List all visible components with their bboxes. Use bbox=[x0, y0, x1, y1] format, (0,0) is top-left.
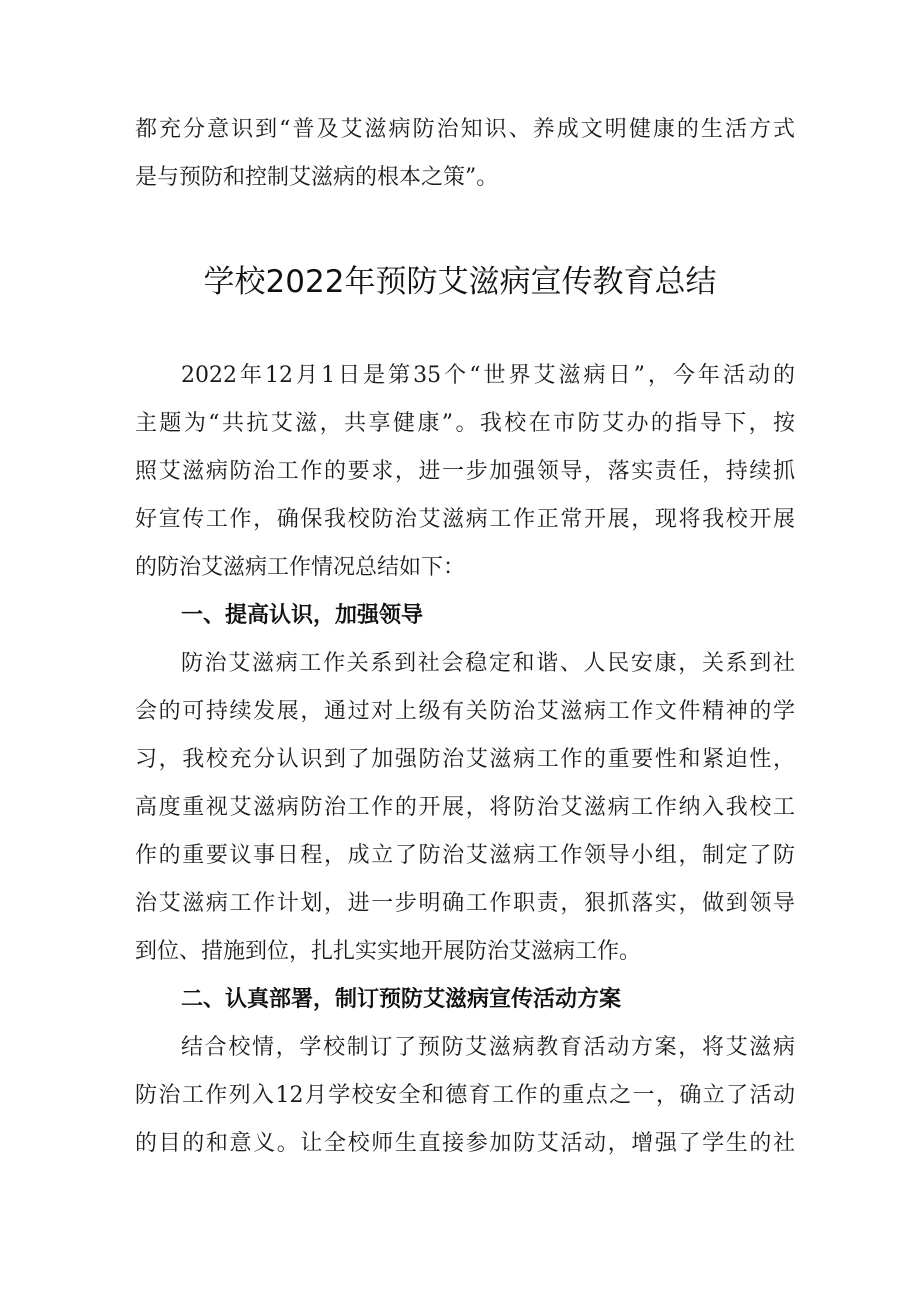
para2-line-6: 治艾滋病工作计划，进一步明确工作职责，狠抓落实，做到领导 bbox=[135, 891, 795, 916]
para2-line-1: 防治艾滋病工作关系到社会稳定和谐、人民安康，关系到社 bbox=[181, 651, 795, 676]
para2-line-2: 会的可持续发展，通过对上级有关防治艾滋病工作文件精神的学 bbox=[135, 699, 795, 724]
para2-line-5: 作的重要议事日程，成立了防治艾滋病工作领导小组，制定了防 bbox=[135, 843, 795, 868]
para1-line-3: 照艾滋病防治工作的要求，进一步加强领导，落实责任，持续抓 bbox=[135, 459, 795, 484]
section-heading-2: 二、认真部署，制订预防艾滋病宣传活动方案 bbox=[181, 987, 622, 1012]
para1-line-4: 好宣传工作，确保我校防治艾滋病工作正常开展，现将我校开展 bbox=[135, 507, 795, 532]
para3-line-2: 防治工作列入12月学校安全和德育工作的重点之一，确立了活动 bbox=[135, 1083, 795, 1108]
para2-line-3: 习，我校充分认识到了加强防治艾滋病工作的重要性和紧迫性， bbox=[135, 747, 795, 772]
intro-line-2: 是与预防和控制艾滋病的根本之策”。 bbox=[135, 165, 499, 190]
para1-line-5: 的防治艾滋病工作情况总结如下： bbox=[135, 555, 466, 580]
para3-line-1: 结合校情，学校制订了预防艾滋病教育活动方案，将艾滋病 bbox=[181, 1035, 795, 1060]
para1-line-2: 主题为“共抗艾滋，共享健康”。我校在市防艾办的指导下，按 bbox=[135, 411, 795, 436]
para2-line-4: 高度重视艾滋病防治工作的开展，将防治艾滋病工作纳入我校工 bbox=[135, 795, 795, 820]
section-heading-1: 一、提高认识，加强领导 bbox=[181, 603, 424, 628]
para1-line-1: 2022年12月1日是第35个“世界艾滋病日”，今年活动的 bbox=[181, 363, 795, 388]
para2-line-7: 到位、措施到位，扎扎实实地开展防治艾滋病工作。 bbox=[135, 939, 642, 964]
intro-line-1: 都充分意识到“普及艾滋病防治知识、养成文明健康的生活方式 bbox=[135, 117, 795, 142]
document-title: 学校2022年预防艾滋病宣传教育总结 bbox=[203, 264, 717, 300]
para3-line-3: 的目的和意义。让全校师生直接参加防艾活动，增强了学生的社 bbox=[135, 1131, 795, 1156]
